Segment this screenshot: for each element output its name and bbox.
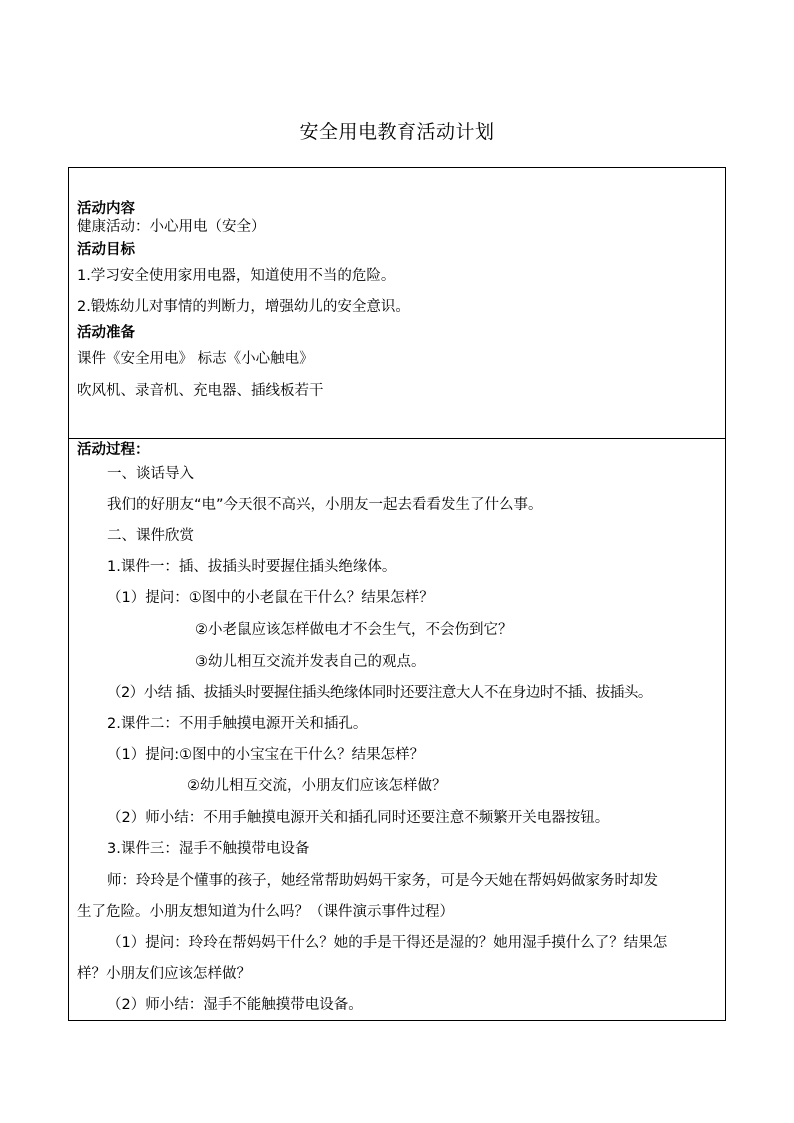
goal-item-1: 1.学习安全使用家用电器，知道使用不当的危险。 <box>77 268 396 284</box>
goal-item-2: 2.锻炼幼儿对事情的判断力，增强幼儿的安全意识。 <box>77 299 410 315</box>
process-heading: 活动过程： <box>77 442 150 458</box>
process-line: 师：玲玲是个懂事的孩子，她经常帮助妈妈干家务，可是今天她在帮妈妈做家务时却发 <box>107 873 658 889</box>
prep-item-1: 课件《安全用电》 标志《小心触电》 <box>77 351 314 367</box>
process-line: （2）师小结：不用手触摸电源开关和插孔同时还要注意不频繁开关电器按钮。 <box>107 810 610 826</box>
section-divider <box>69 438 725 439</box>
process-line: （2）师小结：湿手不能触摸带电设备。 <box>107 997 363 1013</box>
process-line: ②幼儿相互交流，小朋友们应该怎样做？ <box>187 778 447 794</box>
process-line: 二、课件欣赏 <box>107 528 194 544</box>
process-line: ②小老鼠应该怎样做电才不会生气，不会伤到它？ <box>195 622 513 638</box>
process-line: 我们的好朋友“电”今天很不高兴，小朋友一起去看看发生了什么事。 <box>107 497 543 513</box>
process-line: 样？小朋友们应该怎样做？ <box>77 966 251 982</box>
process-line: 3.课件三：湿手不触摸带电设备 <box>107 841 310 857</box>
process-line: 一、谈话导入 <box>107 466 194 482</box>
process-line: （1）提问：①图中的小老鼠在干什么？结果怎样？ <box>107 590 434 606</box>
process-line: 生了危险。小朋友想知道为什么吗？（课件演示事件过程） <box>77 904 454 920</box>
goal-heading: 活动目标 <box>77 242 135 258</box>
process-line: 1.课件一：插、拔插头时要握住插头绝缘体。 <box>107 559 397 575</box>
prep-item-2: 吹风机、录音机、充电器、插线板若干 <box>77 383 324 399</box>
process-line: （2）小结 插、拔插头时要握住插头绝缘体同时还要注意大人不在身边时不插、拔插头。 <box>107 685 652 701</box>
activity-plan-table <box>68 167 726 1021</box>
process-line: （1）提问:①图中的小宝宝在干什么？结果怎样？ <box>107 747 425 763</box>
process-line: 2.课件二：不用手触摸电源开关和插孔。 <box>107 716 368 732</box>
content-heading: 活动内容 <box>77 201 135 217</box>
process-line: （1）提问：玲玲在帮妈妈干什么？她的手是干得还是湿的？她用湿手摸什么了？结果怎 <box>107 935 668 951</box>
process-line: ③幼儿相互交流并发表自己的观点。 <box>195 654 426 670</box>
document-title: 安全用电教育活动计划 <box>299 121 495 143</box>
prep-heading: 活动准备 <box>77 325 135 341</box>
content-text: 健康活动：小心用电（安全） <box>77 219 266 235</box>
